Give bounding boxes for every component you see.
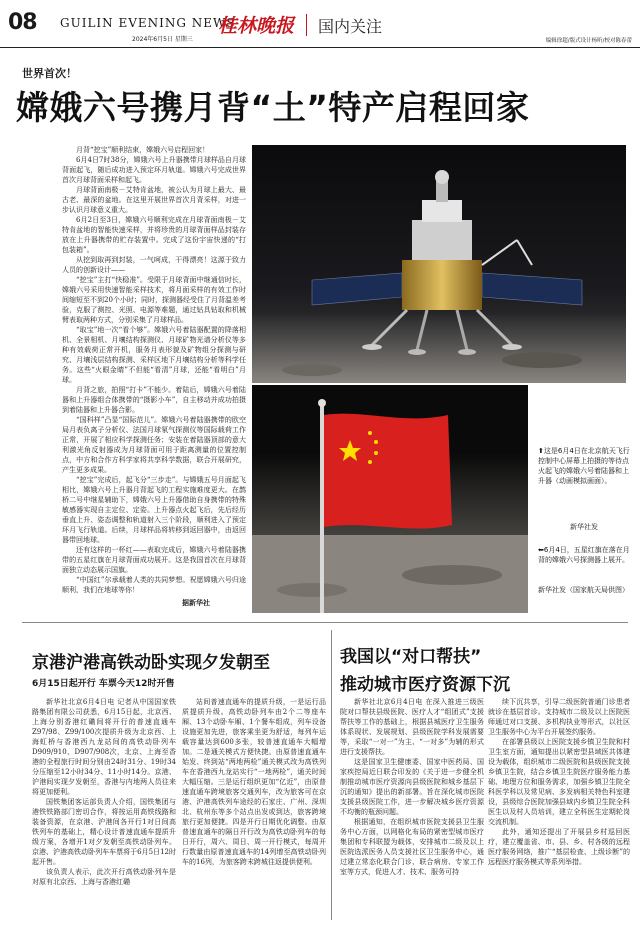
story-kicker: 世界首次！	[22, 67, 77, 80]
paragraph: 该负责人表示，此次开行高铁动卧列车是对原有北京西、上海与香港红磡	[32, 868, 176, 886]
paragraph: 新华社北京6月4日电 在深入推进三级医院对口帮扶县级医院、医疗人才“组团式”支援帮扶等工作的基础上，根据县城医疗卫生服务体系现状、发展规划、县级医院学科发展需要等，采取“一对一”为主、“一对多”为辅的形式进行支援帮扶。	[340, 698, 484, 756]
main-headline: 嫦娥六号携月背“土”特产启程回家	[16, 88, 530, 127]
paragraph: 6月4日7时38分，嫦娥六号上升器携带月球样品自月球背面起飞，随后成功进入预定环月轨道。嫦娥六号完成世界首次月球背面采样和起飞。	[62, 156, 246, 184]
paper-logo: 桂林晚报	[218, 15, 295, 37]
paragraph: 国铁集团客运部负责人介绍，国铁集团与港铁铁路部门密切合作，将按运用高铁线路和装备资源，在京港、沪港间各开行1对日间高铁列车的基础上，精心设计普速直通车提质升级方案，各增开1对夕发朝至高铁动卧列车。京港、沪港高铁动卧列车车票将于6月5日12时起开售。	[32, 798, 176, 866]
story3-headline-line1: 我国以“对口帮扶”	[340, 647, 482, 667]
paragraph: 站间普速直通车的提质升级，一是运行品质提质升级。高铁动卧列车由2个二等座车厢、13个动卧车厢、1个餐车组成，列车设备设施更加先进，旅客乘坐更为舒适，每列车运载容量达到600多张，较普速直通车大幅增加。二是通关模式方便快捷。由原普速直通车始发、终到站“两地两检”通关模式改为高铁列车在香港西九龙站实行“一地两检”，通关时间大幅压缩。三是运行组织更加“亿近”，由原普速直通车跨境旅客交通列车，改为旅客可在京港、沪港高铁列车途经的石家庄、广州、深圳北、杭州东等多个站点出发或到达，旅客跨境旅行更加便捷。四是开行日期优化调整。由原普速直通车的隔日开行改为高铁动卧列车的每日开行，周六、周日、周一开行模式，每周开行数量由原普速直通车的14列增至高铁动卧列车的16列，为旅客跨末跨城往返提供便利。	[182, 698, 326, 866]
paragraph: 在部署县级以上医院支援乡镇卫生院和村卫生室方面，通知提出以紧密型县域医共体建设为载体，组织城市二级医院和县级医院支援乡镇卫生院，结合乡镇卫生院医疗服务能力基础、地理方位和服务需求，加强乡镇卫生院全科医学科以及常见病、多发病相关特色科室建设，县级综合医院加强县域内乡镇卫生院全科医生以及村人员培训，建立全科医生定期轮岗交流机制。	[488, 738, 630, 826]
caption-arrow-up-icon: ⬆	[538, 447, 544, 455]
caption-text: 这是6月4日在北京航天飞行控制中心屏幕上拍摄的等待点火起飞的嫦娥六号着陆器和上升器（动画模拟画面）。	[538, 447, 630, 485]
logo-divider	[306, 14, 307, 36]
paragraph: “挖宝”完成后，起飞分“三步走”。与嫦娥五号月面起飞相比，嫦娥六号上升器月背起飞的工程实施难度更大。在鹊桥二号中继星辅助下，嫦娥六号上升器借助自身携带的特殊敏感器实现自主定位、定姿。上升器点火起飞后，先后经历垂直上升、姿态调整和轨道射入三个阶段，顺利进入了预定环月飞行轨道。后续，月球样品将转移到返回器中，由返回器带回地球。	[62, 476, 246, 544]
paragraph: 新华社北京6月4日电 记者从中国国家铁路集团有限公司获悉，6月15日起，北京西、上海分别香港红磡间将开行的普速直通车Z97/98、Z99/100次提质升级为北京西、上海虹桥与香港西九龙站间的高铁动卧列车D909/910、D907/908次，北京、上海至香港的全程旅行时间分别由24时31分、19时34分压缩至12小时34分、11小时14分。京港、沪港间实现夕发朝至，香港与内地两人员往来将更加便利。	[32, 698, 176, 796]
lander-illustration	[252, 145, 626, 383]
story3-body-left	[340, 697, 484, 923]
page-header	[0, 0, 640, 48]
story2-headline: 京港沪港高铁动卧实现夕发朝至	[32, 653, 270, 673]
story2-subhead: 6月15日起开行 车票今天12时开售	[32, 679, 175, 689]
photo2-credit: 新华社发（国家航天局供图）	[538, 586, 629, 594]
paragraph: 6月2日至3日，嫦娥六号顺利完成在月球背面南极－艾特肯盆地的智能快速采样，并将珍贵的月球背面样品封装存放在上升器携带的贮存装置中。完成了这份宇宙快递的“打包装箱”。	[62, 216, 246, 254]
story2-body-left	[32, 697, 176, 923]
story3-body-right	[488, 697, 630, 923]
section-name: 国内关注	[318, 17, 383, 36]
paragraph: “挖宝”主打“快稳准”。受限于月球背面中继通信时长，嫦娥六号采用快速智能采样技术，将月面采样的有效工作时间缩短至不到20个小时；同时，探测器经受住了月背温差考验，克服了测控、光照、电源等难题，通过钻具钻取和机械臂表取两种方式，分别采集了月球样品。	[62, 276, 246, 324]
photo1-caption	[538, 446, 630, 486]
main-story-body	[62, 145, 246, 595]
main-byline: 据新华社	[182, 599, 210, 607]
paragraph: “取宝”地一次“看个够”。嫦娥六号着陆器配置的降落相机、全景相机、月壤结构探测仪、月球矿物光谱分析仪等多种有效载荷正常开机，服务月表形貌及矿物组分探测与研究、月壤浅层结构探测、采样区地下月壤结构分析等科学任务。这些“火眼金睛”不但能“看清”月球，还能“看明白”月球。	[62, 326, 246, 384]
column-divider	[331, 630, 332, 920]
section-divider	[22, 622, 628, 623]
paragraph: 还有这样的一杯红——表取完成后，嫦娥六号着陆器携带的五星红旗在月球背面成功展开。这是我国首次在月球背面独立动态展示国旗。	[62, 546, 246, 574]
lander-photo	[252, 145, 626, 383]
story2-body-right	[182, 697, 326, 923]
caption-text: 6月4日，五星红旗在落在月背的嫦娥六号探测器上展开。	[538, 546, 630, 564]
photo1-credit: 新华社发	[570, 523, 598, 531]
paragraph: 这是国家卫生健康委、国家中医药局、国家疾控局近日联合印发的《关于进一步健全机制推动城市医疗资源向县级医院和城乡基层下沉的通知》提出的新部署。旨在深化城市医院支援县级医院工作，进一步解决城乡医疗资源不均衡的瓶颈问题。	[340, 758, 484, 816]
paragraph: “国科样”凸显“国际范儿”。嫦娥六号着陆器携带的欧空局月表负离子分析仪、法国月球氡气探测仪等国际载荷工作正常，开展了相应科学探测任务；安装在着陆器顶部的意大利激光角反射器成为月球背面可用于距离测量的位置控制点，中方和合作方科学家将共享科学数据，联合开展研究，产生更多成果。	[62, 416, 246, 474]
flag-illustration	[252, 385, 528, 613]
paragraph: 月球背面南极－艾特肯盆地，被公认为月球上最大、最古老、最深的盆地。在这里开展世界首次月背采样，对进一步认识月球意义重大。	[62, 186, 246, 214]
paragraph: “中国红”尔承载着人类的共同梦想。祝愿嫦娥六号归途顺利，我们在地球等你！	[62, 576, 246, 594]
photo2-caption	[538, 545, 630, 565]
paragraph: 月背“挖宝”顺利结束，嫦娥六号启程回家！	[76, 146, 210, 154]
paragraph: 续下沉共享，引导二级医院普通门诊患者就诊在基层首诊。支持城市二级及以上医院医师通过对口支援、多机构执业等形式，以社区卫生服务中心为平台开展签约服务。	[488, 698, 630, 736]
paragraph: 月背之旅，拍照“打卡”不能少。着陆后，嫦娥六号着陆器和上升器组合体携带的“摄影小车”，自主移动并成功拍摄到着陆器和上升器合影。	[62, 386, 246, 414]
paragraph: 根据通知，在组织城市医院支援县卫生服务中心方面，以网格化布局的紧密型城市医疗集团和专科联盟为载体，安排城市二级及以上医院选派医务人员支援社区卫生服务中心，通过建立常态化联合门诊、联合病房、专家工作室等方式，促进人才、技术、服务可持	[340, 818, 484, 876]
caption-arrow-left-icon: ⬅	[538, 546, 544, 554]
paragraph: 从挖到取再到封装，一气呵成，干得漂亮！这源于致力人员的创新设计——	[62, 256, 246, 274]
page-number: 08	[8, 10, 37, 35]
editor-credits: 编辑徐超/版式设计杨昕/校对陈春蕾	[545, 38, 632, 44]
story3-headline-line2: 推动城市医疗资源下沉	[340, 675, 510, 695]
flag-photo	[252, 385, 528, 613]
paragraph: 此外，通知还提出了开展县乡村巡回医疗，建立覆盖省、市、县、乡、村各级的远程医疗服务网络，推广“基层检查、上级诊断”的远程医疗服务模式等系列举措。	[488, 828, 630, 866]
paper-name: GUILIN EVENING NEWS	[60, 16, 236, 30]
issue-date: 2024年6月5日 星期三	[132, 36, 193, 43]
